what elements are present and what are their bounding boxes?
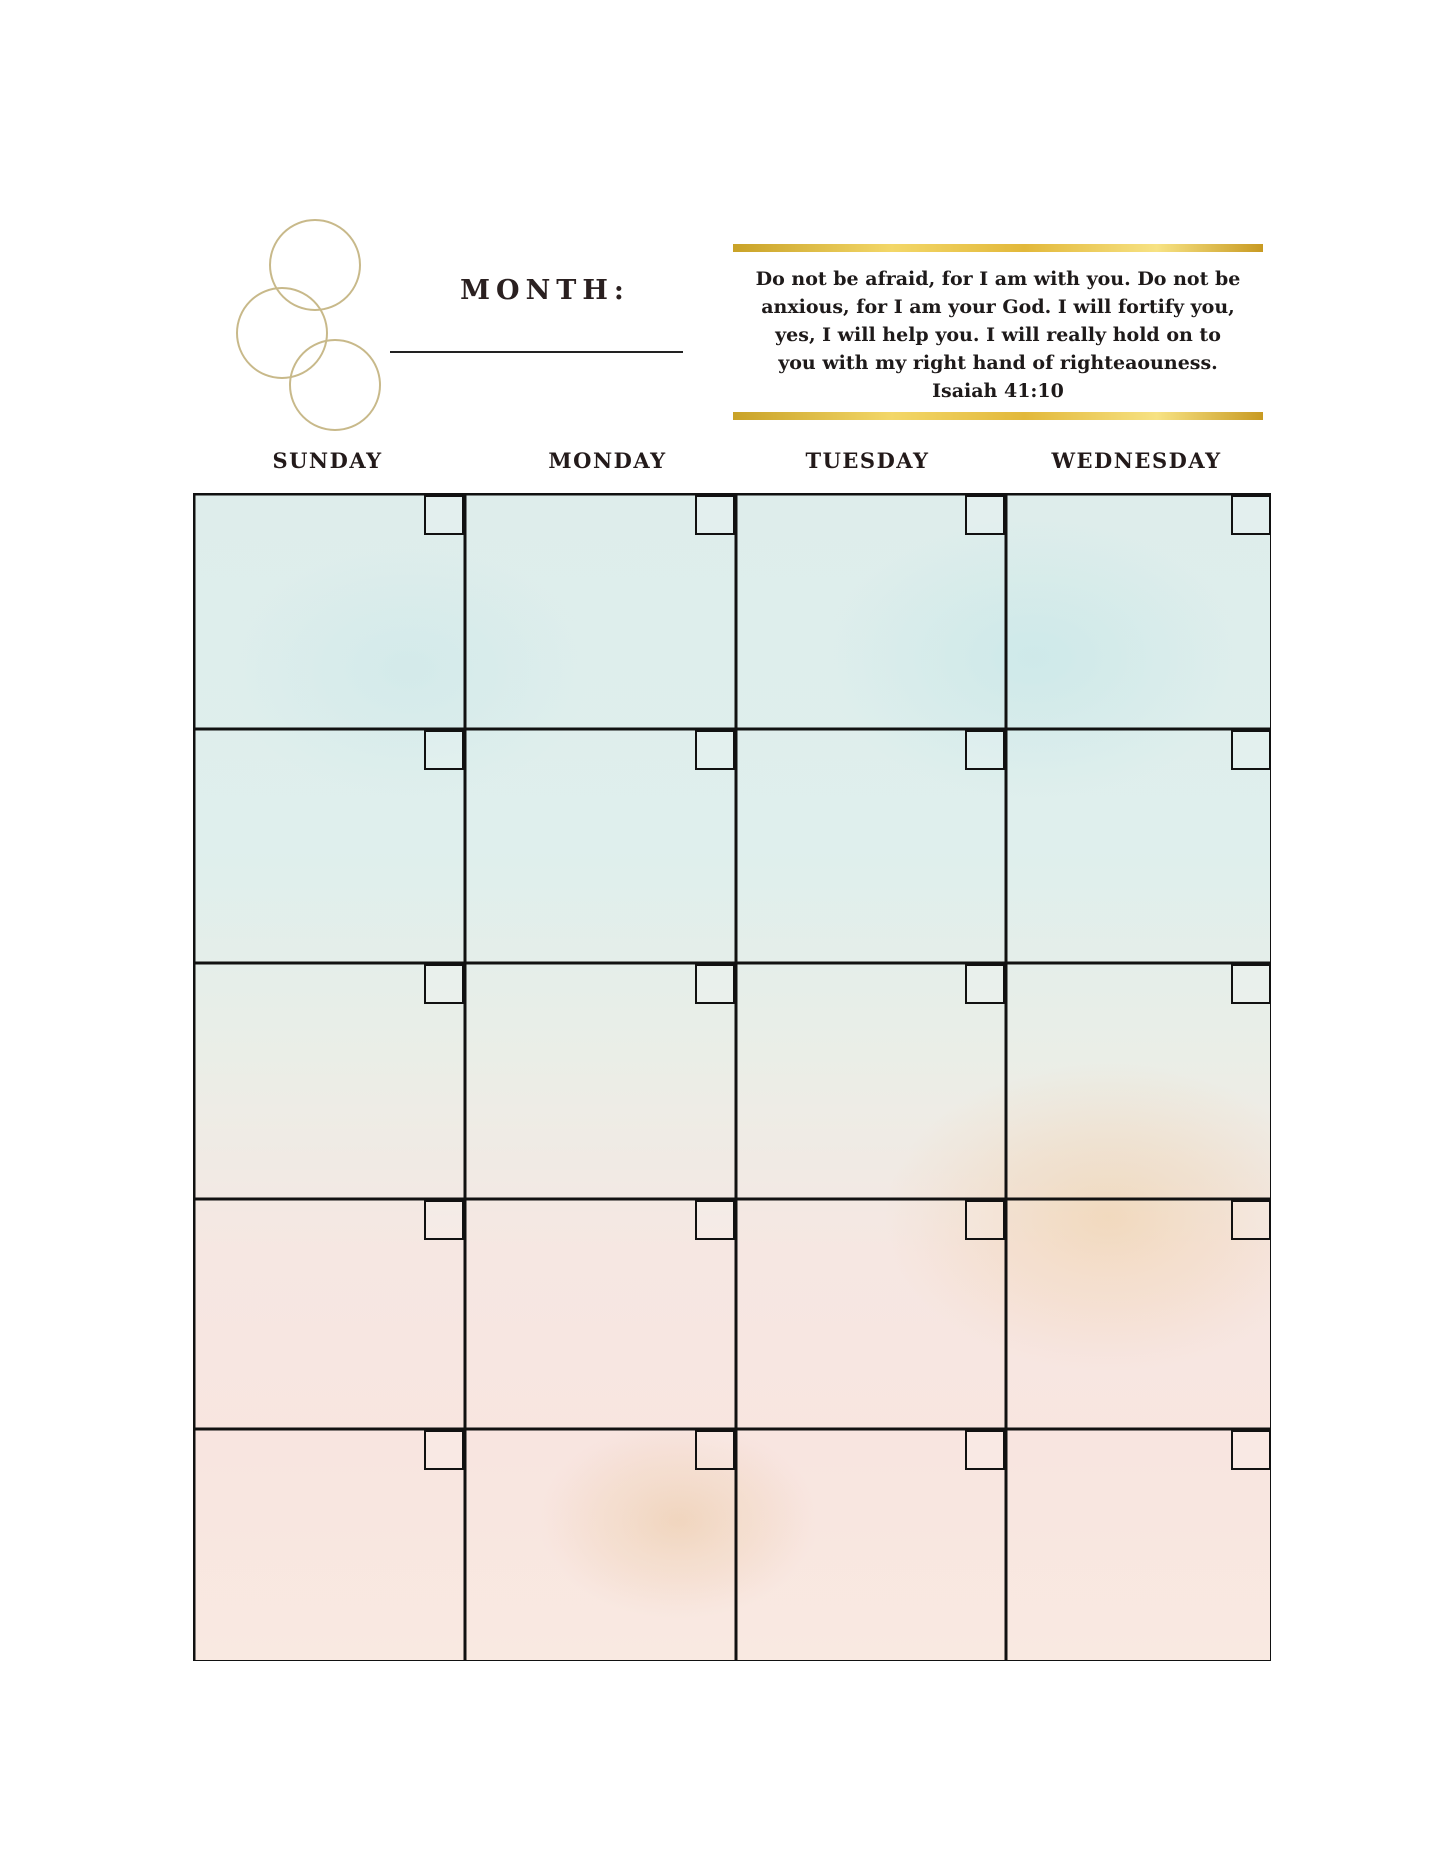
date-number-box[interactable] [1232, 496, 1270, 534]
weekday-monday: MONDAY [548, 448, 667, 473]
scripture-quote [743, 265, 1253, 405]
decorative-rings-icon [230, 215, 400, 445]
date-number-box[interactable] [966, 1201, 1004, 1239]
date-number-box[interactable] [966, 496, 1004, 534]
date-number-box[interactable] [1232, 1201, 1270, 1239]
date-number-box[interactable] [696, 1201, 734, 1239]
date-number-box[interactable] [425, 496, 463, 534]
date-number-box[interactable] [696, 731, 734, 769]
date-number-box[interactable] [425, 1431, 463, 1469]
quote-line: Do not be afraid, for I am with you. Do not be [755, 268, 1241, 290]
date-number-box[interactable] [696, 496, 734, 534]
date-number-box[interactable] [425, 1201, 463, 1239]
weekday-tuesday: TUESDAY [805, 448, 930, 473]
date-number-box[interactable] [1232, 731, 1270, 769]
date-number-box[interactable] [966, 731, 1004, 769]
quote-line: you with my right hand of righteaouness. [778, 352, 1218, 374]
weekday-headers [193, 448, 1271, 480]
weekday-wednesday: WEDNESDAY [1051, 448, 1222, 473]
date-number-box[interactable] [425, 965, 463, 1003]
date-number-box[interactable] [966, 1431, 1004, 1469]
calendar-grid [193, 493, 1271, 1661]
date-number-box[interactable] [1232, 965, 1270, 1003]
date-number-box[interactable] [425, 731, 463, 769]
date-number-box[interactable] [696, 1431, 734, 1469]
calendar-grid-lines [194, 494, 1271, 1661]
quote-line: anxious, for I am your God. I will fortify you, [761, 296, 1235, 318]
quote-reference: Isaiah 41:10 [932, 380, 1064, 402]
month-write-line[interactable] [390, 351, 683, 353]
date-number-box[interactable] [1232, 1431, 1270, 1469]
date-number-box[interactable] [966, 965, 1004, 1003]
quote-top-border [733, 244, 1263, 252]
quote-line: yes, I will help you. I will really hold on to [775, 324, 1221, 346]
quote-bottom-border [733, 412, 1263, 420]
date-number-box[interactable] [696, 965, 734, 1003]
month-label: MONTH: [460, 275, 630, 306]
weekday-sunday: SUNDAY [272, 448, 383, 473]
